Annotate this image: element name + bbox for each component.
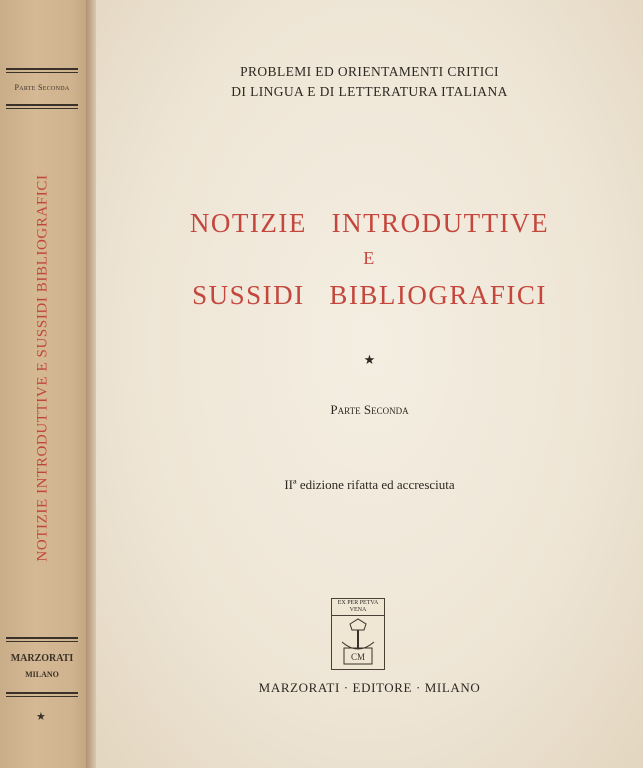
logo-monogram: CM [350, 652, 366, 662]
logo-motto-1: EX PER PETVA [337, 600, 379, 606]
spine-city: MILANO [25, 670, 59, 679]
logo-motto [332, 599, 384, 616]
fountain-icon [332, 616, 384, 668]
spine-publisher: MARZORATI [10, 653, 74, 664]
star-icon: ★ [363, 352, 376, 367]
part-label: Parte Seconda [330, 402, 409, 417]
spine-rule [6, 637, 78, 642]
logo-motto-2: VENA [349, 607, 367, 613]
title-line-2: SUSSIDI BIBLIOGRAFICI [192, 280, 547, 310]
series-line-2: DI LINGUA E DI LETTERATURA ITALIANA [231, 84, 508, 99]
spine-rule [6, 68, 78, 73]
title-line-1: NOTIZIE INTRODUTTIVE [189, 208, 550, 238]
spine-title: NOTIZIE INTRODUTTIVE E SUSSIDI BIBLIOGRAFICI [34, 174, 51, 562]
title-conjunction: E [363, 248, 376, 268]
series-title [96, 62, 643, 102]
spine-star-icon: ★ [36, 711, 46, 723]
spine-rule [6, 692, 78, 697]
edition-note: IIª edizione rifatta ed accresciuta [284, 477, 455, 492]
spine-part-label: Parte Seconda [14, 83, 70, 92]
spine-fold [86, 0, 96, 768]
publisher-logo [331, 598, 385, 670]
spine-rule [6, 104, 78, 109]
publisher-imprint: MARZORATI · EDITORE · MILANO [258, 680, 481, 695]
series-line-1: PROBLEMI ED ORIENTAMENTI CRITICI [240, 64, 499, 79]
